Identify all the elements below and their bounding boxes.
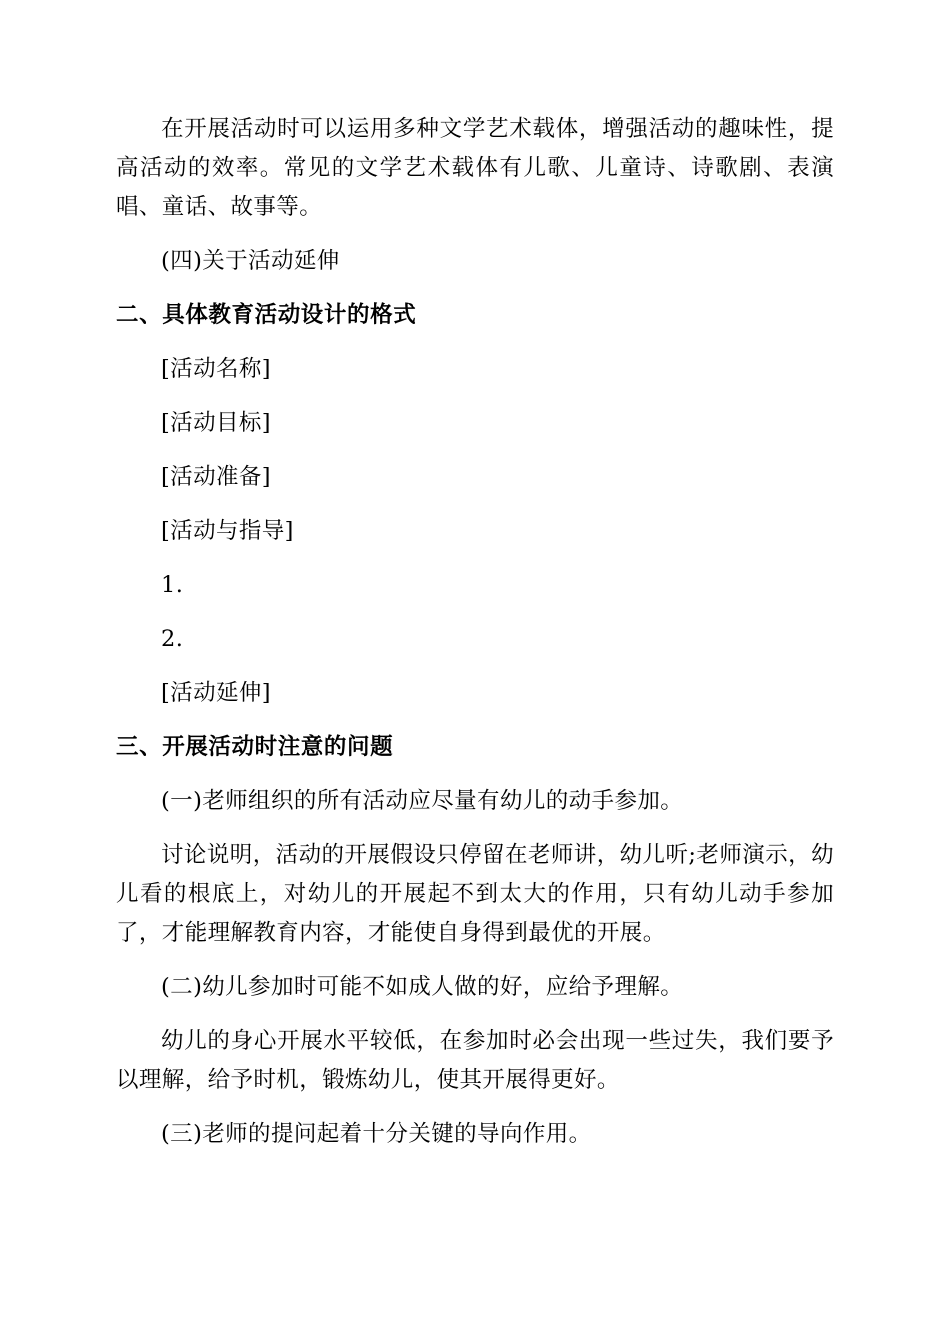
format-item-activity-goal: [活动目标]	[161, 410, 271, 436]
subheading-teacher-questions: (三)老师的提问起着十分关键的导向作用。	[161, 1121, 592, 1147]
format-item-activity-name: [活动名称]	[161, 356, 271, 382]
subheading-activity-extension: (四)关于活动延伸	[161, 248, 340, 274]
format-item-step-1: 1.	[161, 572, 184, 598]
subheading-hands-on-participation: (一)老师组织的所有活动应尽量有幼儿的动手参加。	[161, 788, 684, 814]
section-heading-format: 二、具体教育活动设计的格式	[116, 302, 417, 328]
paragraph-literary-carriers: 在开展活动时可以运用多种文学艺术载体，增强活动的趣味性，提高活动的效率。常见的文学艺术载体有儿歌、儿童诗、诗歌剧、表演唱、童话、故事等。	[116, 116, 834, 220]
format-item-step-2: 2.	[161, 626, 184, 652]
paragraph-development-level: 幼儿的身心开展水平较低，在参加时必会出现一些过失，我们要予以理解，给予时机，锻炼幼儿，使其开展得更好。	[116, 1028, 834, 1093]
document-body	[116, 110, 834, 1169]
format-item-activity-guidance: [活动与指导]	[161, 518, 294, 544]
subheading-understanding: (二)幼儿参加时可能不如成人做的好，应给予理解。	[161, 974, 684, 1000]
format-item-activity-extension: [活动延伸]	[161, 680, 271, 706]
section-heading-notes: 三、开展活动时注意的问题	[116, 734, 394, 760]
format-item-activity-preparation: [活动准备]	[161, 464, 271, 490]
paragraph-discussion: 讨论说明，活动的开展假设只停留在老师讲，幼儿听;老师演示，幼儿看的根底上，对幼儿的开展起不到太大的作用，只有幼儿动手参加了，才能理解教育内容，才能使自身得到最优的开展。	[116, 842, 834, 946]
